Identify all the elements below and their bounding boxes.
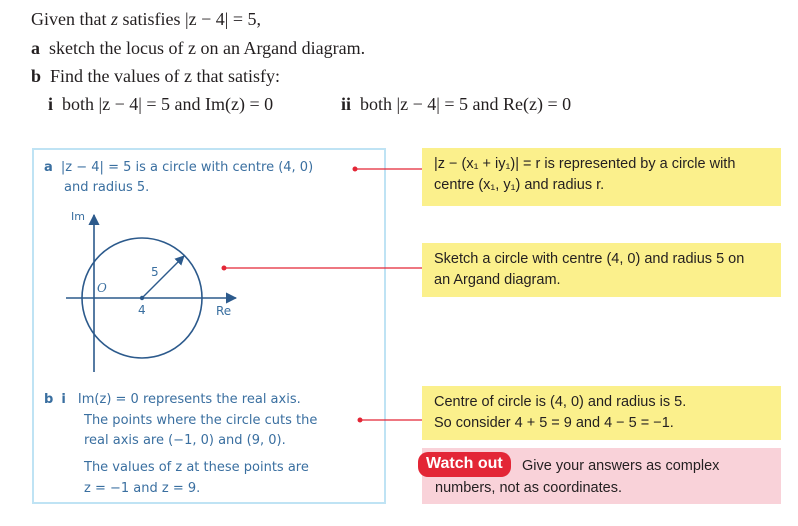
solution-bi-line1	[44, 390, 301, 410]
note2-line1: Sketch a circle with centre (4, 0) and radius 5 on	[434, 251, 745, 267]
solution-bi-line2: The points where the circle cuts the	[84, 413, 318, 428]
solution-b-label: b	[44, 392, 54, 407]
solution-bi-label: i	[61, 392, 66, 407]
solution-bi-line5: z = −1 and z = 9.	[84, 481, 201, 496]
intro-prefix: Given that	[31, 9, 111, 29]
note3-line1: Centre of circle is (4, 0) and radius is 5.	[434, 394, 687, 410]
part-b-text: Find the values of z that satisfy:	[50, 66, 280, 86]
origin-label: O	[97, 281, 107, 295]
solution-a-label: a	[44, 160, 53, 175]
solution-bi-line3: real axis are (−1, 0) and (9, 0).	[84, 433, 286, 448]
intro-variable: z	[110, 9, 118, 29]
watch-out-line2: numbers, not as coordinates.	[435, 480, 622, 496]
watch-out-box	[422, 448, 781, 504]
solution-a-line2: and radius 5.	[64, 180, 150, 195]
centre-point	[140, 296, 144, 300]
connector-a	[353, 167, 423, 172]
note1-line2: centre (x₁, y₁) and radius r.	[434, 177, 605, 193]
note-centre-radius	[422, 386, 781, 440]
solution-a-text1: |z − 4| = 5 is a circle with centre (4, 0)	[60, 160, 314, 175]
radius-value-label: 5	[151, 265, 159, 279]
part-a-label: a	[31, 38, 40, 58]
note-sketch	[422, 243, 781, 297]
part-b-label: b	[31, 66, 42, 86]
part-bii-label: ii	[341, 94, 352, 114]
note1-line1: |z − (x₁ + iy₁)| = r is represented by a circle with	[434, 156, 736, 172]
part-bi-label: i	[48, 94, 54, 114]
note3-line2: So consider 4 + 5 = 9 and 4 − 5 = −1.	[434, 415, 674, 431]
radius-arrow	[142, 256, 184, 298]
intro-suffix: satisfies |z − 4| = 5,	[118, 9, 261, 29]
im-axis-label: Im	[71, 210, 85, 223]
part-bii-text: both |z − 4| = 5 and Re(z) = 0	[360, 94, 572, 114]
solution-bi-text1: Im(z) = 0 represents the real axis.	[77, 392, 301, 407]
note2-line2: an Argand diagram.	[434, 272, 561, 288]
watch-out-line1: Give your answers as complex	[522, 458, 720, 474]
connector-bi	[358, 418, 423, 423]
centre-value-label: 4	[138, 303, 146, 317]
watch-out-badge: Watch out	[418, 452, 511, 477]
part-a-text: sketch the locus of z on an Argand diagram.	[49, 38, 366, 58]
connector-diagram	[222, 266, 423, 271]
re-axis-label: Re	[216, 304, 232, 318]
part-bi-text: both |z − 4| = 5 and Im(z) = 0	[62, 94, 274, 114]
solution-bi-line4: The values of z at these points are	[84, 460, 309, 475]
note-circle-general	[422, 148, 781, 206]
